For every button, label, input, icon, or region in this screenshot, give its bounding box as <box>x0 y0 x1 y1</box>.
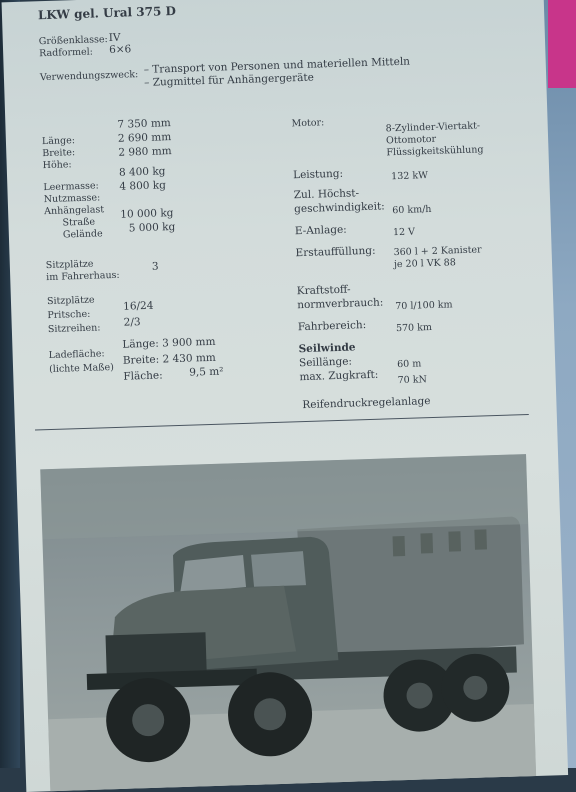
radformel-label: Radformel: <box>39 46 94 60</box>
sitzplaetze-fahrerhaus-value: 3 <box>151 260 159 273</box>
leermasse-label: Leermasse: <box>43 180 99 194</box>
ladeflaeche-label: Ladefläche: <box>48 348 105 362</box>
gelaende-value: 5 000 kg <box>128 221 176 235</box>
hoehe-value: 2 980 mm <box>118 145 172 159</box>
laenge-value: 7 350 mm <box>117 117 171 131</box>
kraftstoff-value: 70 l/100 km <box>395 299 453 313</box>
hoechst-label-1: Zul. Höchst- <box>293 187 360 202</box>
groessenklasse-value: IV <box>108 31 121 45</box>
ladeflaeche-flaeche-value: 9,5 m² <box>189 365 224 379</box>
motor-line2: Ottomotor <box>385 133 437 147</box>
strasse-label: Straße <box>62 216 96 229</box>
eanlage-label: E-Anlage: <box>294 223 347 238</box>
section-divider <box>35 414 529 431</box>
fahrbereich-label: Fahrbereich: <box>297 319 367 334</box>
erstauf-value-1: 360 l + 2 Kanister <box>393 244 482 259</box>
seillaenge-value: 60 m <box>396 358 422 371</box>
motor-label: Motor: <box>291 117 325 130</box>
leermasse-value: 8 400 kg <box>118 165 166 179</box>
radformel-value: 6×6 <box>108 43 132 57</box>
windshield-right <box>251 551 306 587</box>
kraftstoff-label-1: Kraftstoff- <box>296 283 351 298</box>
verwendung-line1: – Transport von Personen und materiellen Mitteln <box>143 55 411 76</box>
leistung-value: 132 kW <box>391 170 429 183</box>
reifendruck-note: Reifendruckregelanlage <box>302 395 431 412</box>
grille <box>105 632 206 675</box>
anhaengelast-label: Anhängelast <box>43 204 105 218</box>
sitzreihen-value: 2/3 <box>123 316 141 329</box>
windshield-left <box>179 555 246 593</box>
erstauf-label: Erstauffüllung: <box>295 244 376 260</box>
sitzplaetze-fahrerhaus-label: Sitzplätze <box>45 258 94 272</box>
hoechst-label-2: geschwindigkeit: <box>294 200 385 216</box>
hoechst-value: 60 km/h <box>392 203 432 217</box>
book-page <box>2 0 569 792</box>
nutzmasse-value: 4 800 kg <box>119 179 167 193</box>
eanlage-value: 12 V <box>392 226 416 239</box>
leistung-label: Leistung: <box>292 167 344 182</box>
fahrbereich-value: 570 km <box>395 322 433 335</box>
sitzplaetze-label: Sitzplätze <box>46 294 95 308</box>
erstauf-value-2: je 20 l VK 88 <box>393 257 456 271</box>
nutzmasse-label: Nutzmasse: <box>43 192 101 206</box>
gelaende-label: Gelände <box>62 228 103 241</box>
ladeflaeche-sub: (lichte Maße) <box>48 362 115 376</box>
sitzreihen-label: Sitzreihen: <box>47 322 101 336</box>
breite-label: Breite: <box>42 147 76 160</box>
truck-photo <box>40 454 536 791</box>
page-title: LKW gel. Ural 375 D <box>37 3 177 23</box>
breite-value: 2 690 mm <box>117 131 172 145</box>
zugkraft-value: 70 kN <box>397 374 427 387</box>
strasse-value: 10 000 kg <box>120 207 174 221</box>
zugkraft-label: max. Zugkraft: <box>299 368 379 384</box>
kraftstoff-label-2: normverbrauch: <box>297 296 384 312</box>
pritsche-value: 16/24 <box>122 299 154 313</box>
hoehe-label: Höhe: <box>42 159 72 172</box>
ladeflaeche-breite: Breite: 2 430 mm <box>122 351 216 367</box>
truck-illustration <box>40 454 536 791</box>
ladeflaeche-flaeche-label: Fläche: <box>123 369 163 383</box>
groessenklasse-label: Größenklasse: <box>38 34 108 48</box>
motor-line1: 8-Zylinder-Viertakt- <box>385 120 481 135</box>
pink-bookmark <box>548 0 576 88</box>
ladeflaeche-laenge: Länge: 3 900 mm <box>122 335 216 351</box>
verwendung-label: Verwendungszweck: <box>39 69 139 84</box>
laenge-label: Länge: <box>41 135 76 148</box>
seilwinde-heading: Seilwinde <box>298 341 356 356</box>
motor-line3: Flüssigkeitskühlung <box>386 144 484 159</box>
pritsche-label: Pritsche: <box>47 308 91 322</box>
verwendung-line2: – Zugmittel für Anhängergeräte <box>143 71 315 89</box>
sitzplaetze-fahrerhaus-sub: im Fahrerhaus: <box>46 269 120 284</box>
seillaenge-label: Seillänge: <box>298 355 353 370</box>
